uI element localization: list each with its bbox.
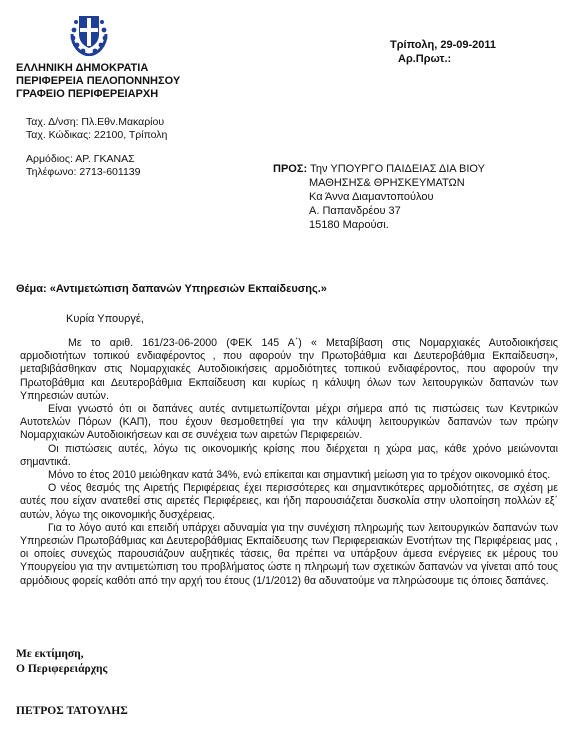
closing-title: Ο Περιφερειάρχης: [16, 663, 108, 675]
phone-number: Τηλέφωνο: 2713-601139: [26, 166, 141, 178]
contact-person: Αρμόδιος: ΑΡ. ΓΚΑΝΑΣ: [26, 153, 135, 165]
recipient-label: ΠΡΟΣ:: [273, 163, 308, 175]
recipient-ministry: Την ΥΠΟΥΡΓΟ ΠΑΙΔΕΙΑΣ ΔΙΑ ΒΙΟΥ: [309, 163, 485, 175]
issuing-authority: [16, 62, 180, 101]
closing-regards: Με εκτίμηση,: [16, 648, 84, 660]
signer-name: ΠΕΤΡΟΣ ΤΑΤΟΥΛΗΣ: [16, 705, 128, 717]
contact-block: [26, 153, 140, 179]
body-paragraph-1: Με το αριθ. 161/23-06-2000 (ΦΕΚ 145 Α΄) « Μεταβίβαση στις Νομαρχιακές Αυτοδιοικήσεις αρμοδιοτήτων τοπικού ενδιαφέροντος , που αφορούν την Πρωτοβάθμια και Δευτεροβάθμια Εκπαίδευση», μεταβιβάσθηκαν στις Νομαρχιακές Αυτοδιοικήσεις αρμοδιότητες τοπικού ενδιαφέροντος, που αφορούν την Πρωτοβάθμια και Δευτεροβάθμια Εκπαίδευση και κυρίως η κάλυψη όλων των λειτουργικών δαπανών των Υπηρεσιών αυτών.: [20, 337, 558, 402]
recipient-ministry-cont: ΜΑΘΗΣΗΣ& ΘΡΗΣΚΕΥΜΑΤΩΝ: [309, 177, 465, 189]
coat-of-arms-icon: [66, 10, 112, 56]
protocol-number: Αρ.Πρωτ.:: [398, 53, 452, 65]
body-paragraph-3: Οι πιστώσεις αυτές, λόγω τις οικονομικής κρίσης που διέρχεται η χώρα μας, κάθε χρόνο μειώνονται σημαντικά.: [20, 442, 558, 468]
subject-line: Θέμα: «Αντιμετώπιση δαπανών Υπηρεσιών Εκπαίδευσης.»: [16, 283, 327, 295]
recipient-line-1: [273, 162, 485, 176]
letter-body: [20, 337, 558, 588]
place-date: Τρίπολη, 29-09-2011: [390, 39, 497, 51]
dateline: [390, 38, 496, 66]
body-paragraph-6: Για το λόγο αυτό και επειδή υπάρχει αδυναμία για την συνέχιση πληρωμής των λειτουργικών δαπανών των Υπηρεσιών Πρωτοβάθμιας και Δευτεροβάθμιας Εκπαίδευσης των Περιφερειακών Ενοτήτων της Περιφέρειας μας , οι οποίες συνεχώς παρουσιάζουν αυξητικές τάσεις, θα πρέπει να υπάρξουν άμεσα ενέργειες εκ μέρους του Υπουργείου για την αντιμετώπιση του προβλήματος ώστε η πληρωμή των σχετικών δαπανών να γίνεται από τους αρμόδιους φορείς καθότι από την αρχή του έτους (1/1/2012) θα αδυνατούμε να πληρώσουμε τις όποιες δαπάνες.: [20, 521, 558, 587]
postal-address: Ταχ. Δ/νση: Πλ.Εθν.Μακαρίου: [26, 116, 165, 128]
authority-line-office: ΓΡΑΦΕΙΟ ΠΕΡΙΦΕΡΕΙΑΡΧΗ: [16, 88, 159, 100]
body-paragraph-5: Ο νέος θεσμός της Αιρετής Περιφέρειας έχει περισσότερες και σημαντικότερες αρμοδιότητες, σε σχέση με αυτές που είχαν ανατεθεί στις αιρετές Περιφέρειες, και ήδη παρουσιάζεται δυσκολία στην υλοποίηση πολλών εξ΄ αυτών, λόγω της οικονομικής δυσχέρειας.: [20, 482, 558, 521]
body-paragraph-2: Είναι γνωστό ότι οι δαπάνες αυτές αντιμετωπίζονται μέχρι σήμερα από τις πιστώσεις των Κεντρικών Αυτοτελών Πόρων (ΚΑΠ), που έχουν θεσμοθετηθεί για την κάλυψη λειτουργικών δαπανών των πρώην Νομαρχιακών Αυτοδιοικήσεων και σε συνέχεια των αιρετών Περιφερειών.: [20, 403, 558, 442]
recipient-city: 15180 Μαρούσι.: [309, 219, 389, 231]
authority-line-country: ΕΛΛΗΝΙΚΗ ΔΗΜΟΚΡΑΤΙΑ: [16, 62, 149, 74]
coat-of-arms-shield: [79, 16, 99, 48]
salutation: Κυρία Υπουργέ,: [66, 313, 144, 325]
body-paragraph-4: Μόνο το έτος 2010 μειώθηκαν κατά 34%, ενώ επίκειται και σημαντική μείωση για το τρέχον οικονομικό έτος.: [48, 469, 551, 482]
recipient-block: [273, 162, 485, 232]
recipient-street: Α. Παπανδρέου 37: [309, 205, 401, 217]
authority-line-region: ΠΕΡΙΦΕΡΕΙΑ ΠΕΛΟΠΟΝΝΗΣΟΥ: [16, 75, 181, 87]
postal-code: Ταχ. Κώδικας: 22100, Τρίπολη: [26, 129, 168, 141]
address-block: [26, 116, 167, 142]
closing-block: [16, 647, 107, 677]
recipient-name: Κα Άννα Διαμαντοπούλου: [309, 191, 434, 203]
